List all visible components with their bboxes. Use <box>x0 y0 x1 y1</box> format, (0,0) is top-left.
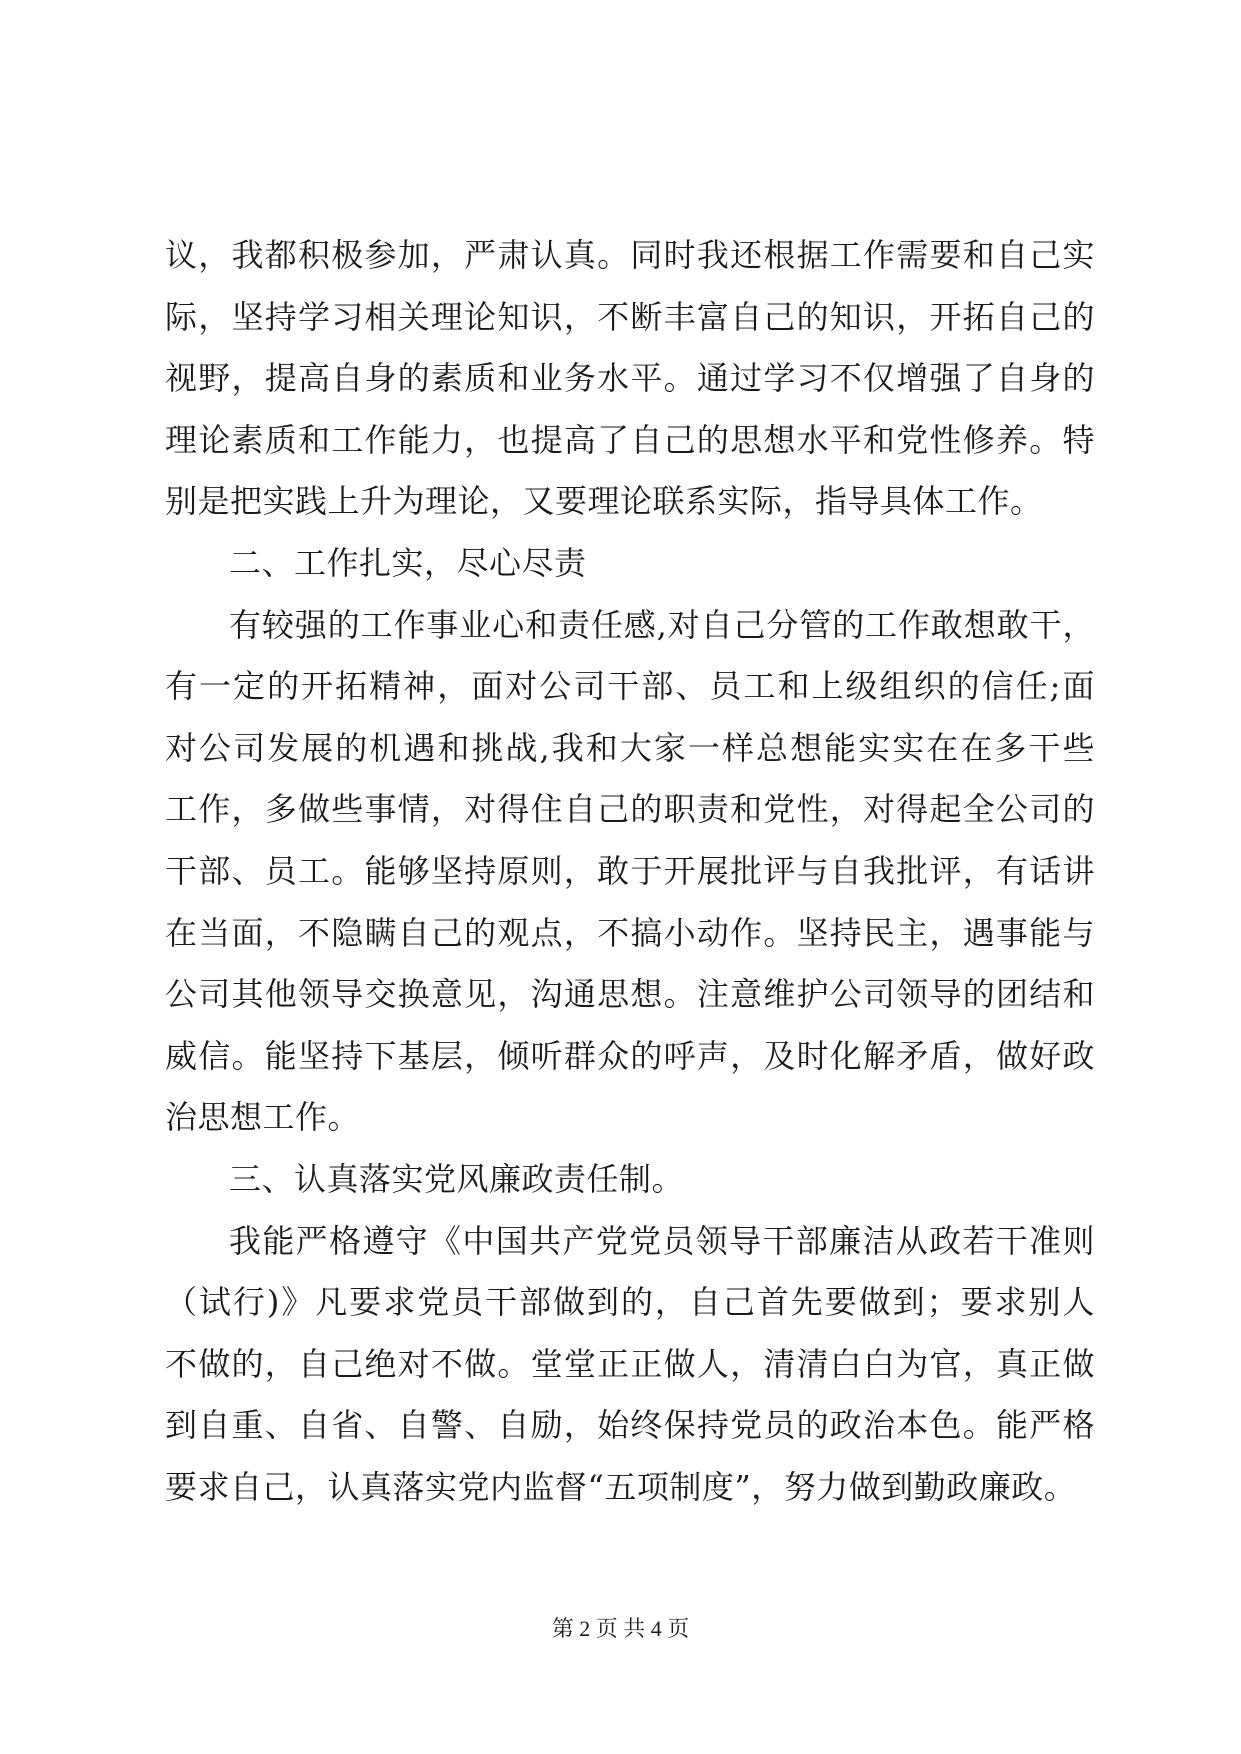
body-line: 际，坚持学习相关理论知识，不断丰富自己的知识，开拓自己的 <box>165 297 1095 336</box>
body-line: 工作，多做些事情，对得住自己的职责和党性，对得起全公司的 <box>165 790 1095 829</box>
page-footer <box>0 1612 1241 1643</box>
body-line: 别是把实践上升为理论，又要理论联系实际，指导具体工作。 <box>165 482 1043 521</box>
body-line: 有一定的开拓精神，面对公司干部、员工和上级组织的信任;面 <box>165 667 1095 706</box>
section-heading: 三、认真落实党风廉政责任制。 <box>229 1159 685 1198</box>
body-line: 公司其他领导交换意见，沟通思想。注意维护公司领导的团结和 <box>165 975 1095 1014</box>
body-line: 视野，提高自身的素质和业务水平。通过学习不仅增强了自身的 <box>165 359 1095 398</box>
body-line: 到自重、自省、自警、自励，始终保持党员的政治本色。能严格 <box>165 1406 1095 1445</box>
body-line: 议，我都积极参加，严肃认真。同时我还根据工作需要和自己实 <box>165 236 1095 274</box>
body-line: （试行)》凡要求党员干部做到的，自己首先要做到；要求别人 <box>165 1283 1095 1322</box>
body-line: 对公司发展的机遇和挑战,我和大家一样总想能实实在在多干些 <box>165 728 1095 767</box>
body-line: 理论素质和工作能力，也提高了自己的思想水平和党性修养。特 <box>165 420 1095 459</box>
page-number-label: 第 2 页 共 4 页 <box>551 1616 690 1641</box>
section-heading: 二、工作扎实，尽心尽责 <box>229 543 587 582</box>
body-line: 要求自己，认真落实党内监督“五项制度”，努力做到勤政廉政。 <box>165 1467 1077 1506</box>
body-line: 威信。能坚持下基层，倾听群众的呼声，及时化解矛盾，做好政 <box>165 1036 1095 1075</box>
body-line: 我能严格遵守《中国共产党党员领导干部廉洁从政若干准则 <box>229 1221 1095 1260</box>
body-line: 不做的，自己绝对不做。堂堂正正做人，清清白白为官，真正做 <box>165 1344 1095 1383</box>
document-body <box>165 225 1095 1518</box>
body-line: 在当面，不隐瞒自己的观点，不搞小动作。坚持民主，遇事能与 <box>165 913 1095 952</box>
body-line: 干部、员工。能够坚持原则，敢于开展批评与自我批评，有话讲 <box>165 851 1095 890</box>
body-line: 治思想工作。 <box>165 1098 361 1137</box>
body-line: 有较强的工作事业心和责任感,对自己分管的工作敢想敢干， <box>229 605 1095 644</box>
